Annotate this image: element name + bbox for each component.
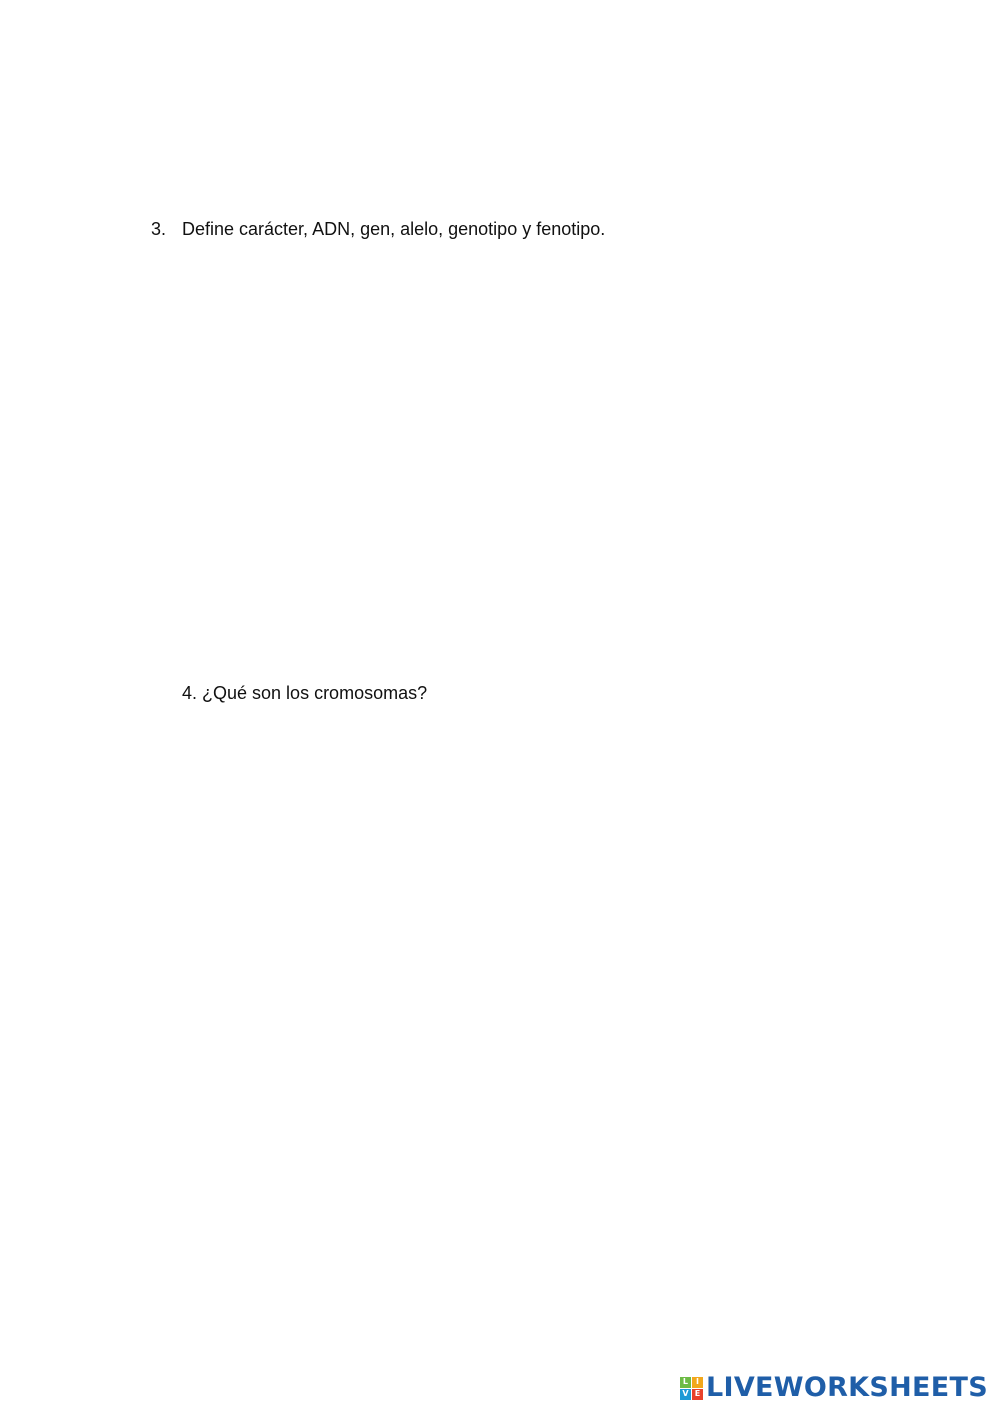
- logo-mark-icon: [680, 1377, 703, 1400]
- logo-mark-letter-e: E: [692, 1389, 703, 1400]
- question-3: [151, 218, 605, 240]
- question-4: [182, 682, 427, 704]
- liveworksheets-logo: [680, 1373, 988, 1403]
- logo-text: LIVEWORKSHEETS: [705, 1372, 988, 1403]
- question-3-text: Define carácter, ADN, gen, alelo, genotipo y fenotipo.: [182, 219, 606, 239]
- logo-mark-letter-l: L: [680, 1377, 691, 1388]
- logo-mark-letter-v: V: [680, 1389, 691, 1400]
- logo-mark-letter-i: I: [692, 1377, 703, 1388]
- question-3-number: 3.: [151, 219, 167, 239]
- question-4-text: 4. ¿Qué son los cromosomas?: [182, 683, 428, 703]
